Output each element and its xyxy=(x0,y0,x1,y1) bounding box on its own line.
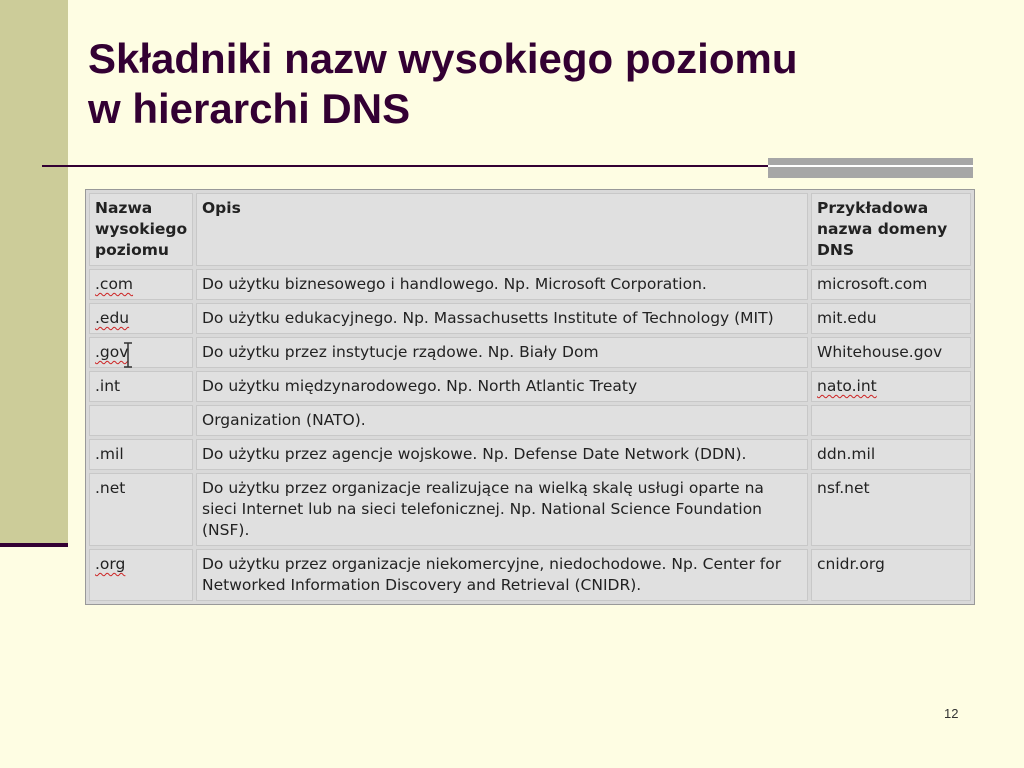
header-name: Nazwa wysokiego poziomu xyxy=(89,193,193,266)
header-description: Opis xyxy=(196,193,808,266)
cell-name xyxy=(89,337,193,368)
dns-table xyxy=(86,190,974,604)
cell-example: mit.edu xyxy=(811,303,971,334)
cell-name xyxy=(89,549,193,601)
cell-name-text: .org xyxy=(95,555,126,573)
cell-description: Do użytku przez organizacje realizujące na wielką skalę usługi oparte na sieci Internet lub na sieci telefonicznej. Np. National Science Foundation (NSF). xyxy=(196,473,808,546)
cell-name-text: .com xyxy=(95,275,134,293)
cell-name xyxy=(89,269,193,300)
cell-name-text: .gov xyxy=(95,343,129,361)
table-row xyxy=(89,371,971,402)
cell-name xyxy=(89,405,193,436)
slide-title-line-2: w hierarchi DNS xyxy=(88,85,411,132)
dns-table-container xyxy=(85,189,975,605)
side-bar xyxy=(0,0,68,546)
cell-name: .int xyxy=(89,371,193,402)
table-row xyxy=(89,269,971,300)
slide-title-line-1: Składniki nazw wysokiego poziomu xyxy=(88,35,798,82)
cell-name-text: .edu xyxy=(95,309,130,327)
table-row xyxy=(89,337,971,368)
i-beam-cursor-icon xyxy=(122,342,134,368)
cell-description: Do użytku biznesowego i handlowego. Np. Microsoft Corporation. xyxy=(196,269,808,300)
cell-example xyxy=(811,371,971,402)
page-number: 12 xyxy=(944,706,959,721)
cell-description: Do użytku międzynarodowego. Np. North Atlantic Treaty xyxy=(196,371,808,402)
table-row xyxy=(89,303,971,334)
cell-example: ddn.mil xyxy=(811,439,971,470)
table-row xyxy=(89,549,971,601)
table-header-row xyxy=(89,193,971,266)
cell-description: Organization (NATO). xyxy=(196,405,808,436)
cell-example: nsf.net xyxy=(811,473,971,546)
cell-example: Whitehouse.gov xyxy=(811,337,971,368)
cell-example: microsoft.com xyxy=(811,269,971,300)
side-bar-underline xyxy=(0,543,68,547)
cell-example: cnidr.org xyxy=(811,549,971,601)
cell-example-text: nato.int xyxy=(817,377,877,395)
cell-description: Do użytku edukacyjnego. Np. Massachusetts Institute of Technology (MIT) xyxy=(196,303,808,334)
header-example: Przykładowa nazwa domeny DNS xyxy=(811,193,971,266)
cell-description: Do użytku przez agencje wojskowe. Np. Defense Date Network (DDN). xyxy=(196,439,808,470)
table-row xyxy=(89,405,971,436)
table-row xyxy=(89,473,971,546)
table-row xyxy=(89,439,971,470)
cell-name: .net xyxy=(89,473,193,546)
slide-title xyxy=(88,34,797,134)
cell-example xyxy=(811,405,971,436)
title-divider-accent xyxy=(768,158,973,178)
cell-description: Do użytku przez organizacje niekomercyjne, niedochodowe. Np. Center for Networked Information Discovery and Retrieval (CNIDR). xyxy=(196,549,808,601)
cell-description: Do użytku przez instytucje rządowe. Np. Biały Dom xyxy=(196,337,808,368)
cell-name: .mil xyxy=(89,439,193,470)
cell-name xyxy=(89,303,193,334)
